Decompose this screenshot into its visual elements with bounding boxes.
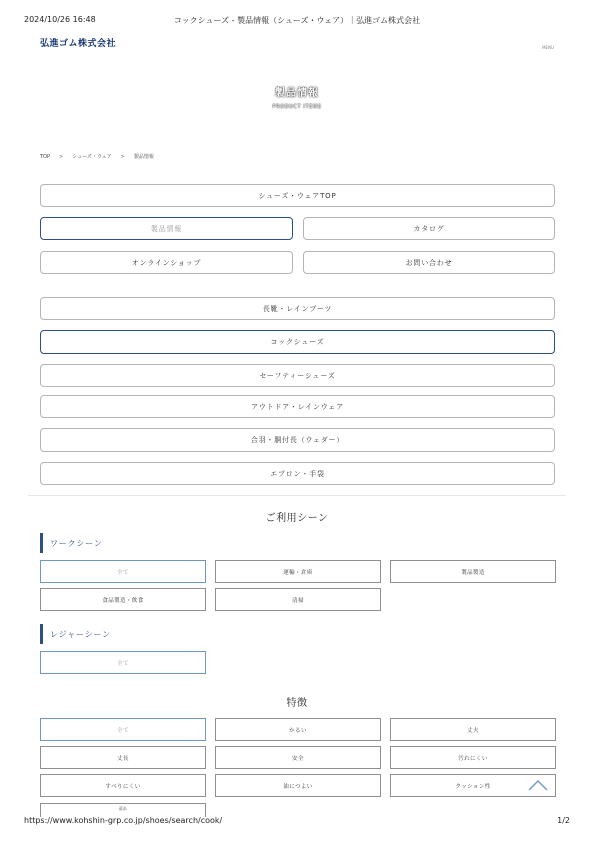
scenes-title: ご利用シーン bbox=[265, 513, 329, 524]
work-filter-food[interactable]: 食品製造・飲食 bbox=[40, 588, 206, 611]
features-title: 特徴 bbox=[286, 698, 308, 709]
breadcrumb-shoes-wear[interactable]: シューズ・ウェア bbox=[72, 154, 112, 160]
work-filter-cleaning[interactable]: 清掃 bbox=[215, 588, 381, 611]
breadcrumb-top[interactable]: TOP bbox=[40, 153, 51, 160]
print-doc-title: コックシューズ - 製品情報（シューズ・ウェア）｜弘進ゴム株式会社 bbox=[173, 16, 421, 25]
feature-filter-durable[interactable]: 丈夫 bbox=[390, 718, 556, 741]
page-subtitle: PRODUCT ITEMS bbox=[272, 104, 322, 110]
feature-filter-long[interactable]: 丈長 bbox=[40, 746, 206, 769]
breadcrumb-separator: > bbox=[120, 153, 125, 160]
category-outdoor-wear-button[interactable]: アウトドア・レインウェア bbox=[40, 395, 555, 418]
nav-product-info-button[interactable]: 製品情報 bbox=[40, 217, 293, 240]
work-filter-logistics[interactable]: 運輸・倉庫 bbox=[215, 560, 381, 583]
print-footer bbox=[24, 816, 570, 828]
chevron-up-icon[interactable] bbox=[526, 776, 550, 794]
print-page-number: 1/2 bbox=[557, 816, 570, 825]
feature-filter-anti-slip[interactable]: すべりにくい bbox=[40, 774, 206, 797]
category-boots-button[interactable]: 長靴・レインブーツ bbox=[40, 297, 555, 320]
section-divider bbox=[28, 495, 566, 496]
feature-filter-breathable[interactable]: 蒸れ bbox=[40, 803, 206, 817]
leisure-scene-heading: レジャーシーン bbox=[40, 624, 111, 644]
print-url: https://www.kohshin-grp.co.jp/shoes/search/cook/ bbox=[24, 816, 223, 825]
feature-filter-light[interactable]: かるい bbox=[215, 718, 381, 741]
print-date: 2024/10/26 16:48 bbox=[24, 15, 96, 24]
category-apron-gloves-button[interactable]: エプロン・手袋 bbox=[40, 462, 555, 485]
category-cook-shoes-button[interactable]: コックシューズ bbox=[40, 330, 555, 354]
breadcrumb-separator: > bbox=[59, 153, 64, 160]
work-filter-all[interactable]: 全て bbox=[40, 560, 206, 583]
nav-contact-button[interactable]: お問い合わせ bbox=[303, 251, 555, 274]
company-logo[interactable]: 弘進ゴム株式会社 bbox=[40, 39, 117, 49]
nav-shoes-wear-top-button[interactable]: シューズ・ウェアTOP bbox=[40, 184, 555, 207]
leisure-filter-all[interactable]: 全て bbox=[40, 651, 206, 674]
nav-catalog-button[interactable]: カタログ bbox=[303, 217, 555, 240]
category-rainwear-wader-button[interactable]: 合羽・胴付長（ウェダー） bbox=[40, 428, 555, 452]
feature-filter-safe[interactable]: 安全 bbox=[215, 746, 381, 769]
feature-filter-oil-resistant[interactable]: 油につよい bbox=[215, 774, 381, 797]
feature-filter-cushion[interactable]: クッション性 bbox=[390, 774, 556, 797]
nav-online-shop-button[interactable]: オンラインショップ bbox=[40, 251, 293, 274]
work-filter-manufacturing[interactable]: 製品製造 bbox=[390, 560, 556, 583]
work-scene-heading: ワークシーン bbox=[40, 533, 103, 553]
print-header bbox=[24, 15, 570, 27]
breadcrumb bbox=[40, 153, 154, 160]
breadcrumb-current: 製品情報 bbox=[133, 154, 154, 160]
category-safety-shoes-button[interactable]: セーフティーシューズ bbox=[40, 364, 555, 387]
menu-button[interactable]: MENU bbox=[542, 45, 554, 50]
page-title: 製品情報 bbox=[275, 88, 319, 99]
feature-filter-stain-resistant[interactable]: 汚れにくい bbox=[390, 746, 556, 769]
feature-filter-all[interactable]: 全て bbox=[40, 718, 206, 741]
